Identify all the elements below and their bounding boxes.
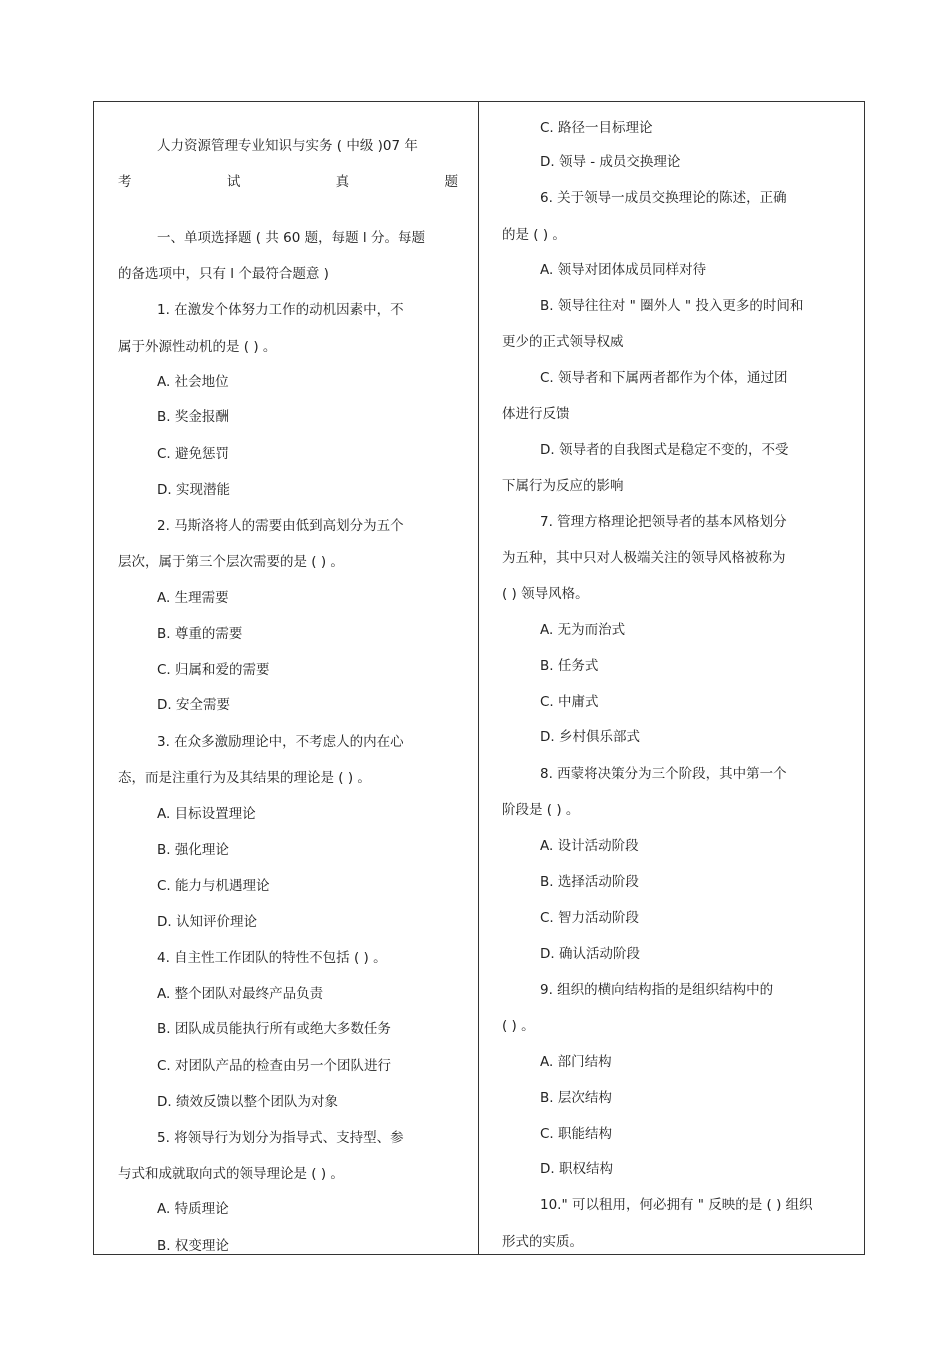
exam-title: 人力资源管理专业知识与实务 ( 中级 )07 年	[157, 138, 418, 154]
option-b: B. 强化理论	[157, 842, 229, 858]
option-b: B. 权变理论	[157, 1238, 229, 1254]
question-2-cont: 层次，属于第三个层次需要的是 ( ) 。	[118, 554, 344, 570]
question-1: 1. 在激发个体努力工作的动机因素中，不	[157, 302, 404, 318]
question-7-cont2: ( ) 领导风格。	[502, 586, 589, 602]
option-a: A. 目标设置理论	[157, 806, 256, 822]
option-c: C. 能力与机遇理论	[157, 878, 270, 894]
question-5: 5. 将领导行为划分为指导式、支持型、参	[157, 1130, 404, 1146]
option-d: D. 认知评价理论	[157, 914, 257, 930]
option-c: C. 智力活动阶段	[540, 910, 640, 926]
option-d: D. 绩效反馈以整个团队为对象	[157, 1094, 338, 1110]
option-d: D. 确认活动阶段	[540, 946, 640, 962]
question-9-cont: ( ) 。	[502, 1018, 535, 1034]
option-d: D. 乡村俱乐部式	[540, 729, 640, 745]
title-char: 题	[444, 174, 458, 190]
question-8: 8. 西蒙将决策分为三个阶段，其中第一个	[540, 766, 787, 782]
question-9: 9. 组织的横向结构指的是组织结构中的	[540, 982, 774, 998]
option-a: A. 设计活动阶段	[540, 838, 639, 854]
option-b: B. 团队成员能执行所有或绝大多数任务	[157, 1021, 391, 1037]
option-b: B. 领导往往对 " 圈外人 " 投入更多的时间和	[540, 298, 804, 314]
title-char: 试	[226, 174, 241, 190]
title-char: 真	[335, 174, 350, 190]
option-a: A. 特质理论	[157, 1201, 229, 1217]
option-d: D. 安全需要	[157, 697, 230, 713]
option-c: C. 避免惩罚	[157, 446, 230, 462]
option-d-cont: 下属行为反应的影响	[502, 478, 624, 494]
question-7: 7. 管理方格理论把领导者的基本风格划分	[540, 514, 787, 530]
question-1-cont: 属于外源性动机的是 ( ) 。	[118, 339, 277, 355]
exam-title-spread	[118, 174, 458, 190]
column-divider	[478, 101, 479, 1255]
question-8-cont: 阶段是 ( ) 。	[502, 802, 580, 818]
option-a: A. 社会地位	[157, 374, 229, 390]
option-c: C. 路径一目标理论	[540, 120, 653, 136]
option-b: B. 尊重的需要	[157, 626, 243, 642]
question-10: 10." 可以租用，何必拥有 " 反映的是 ( ) 组织	[540, 1197, 813, 1213]
section-heading: 一、单项选择题 ( 共 60 题，每题 l 分。每题	[157, 230, 425, 246]
question-3: 3. 在众多激励理论中，不考虑人的内在心	[157, 734, 404, 750]
option-b: B. 层次结构	[540, 1090, 612, 1106]
option-a: A. 生理需要	[157, 590, 229, 606]
option-c-cont: 体进行反馈	[502, 406, 570, 422]
question-2: 2. 马斯洛将人的需要由低到高划分为五个	[157, 518, 404, 534]
question-3-cont: 态，而是注重行为及其结果的理论是 ( ) 。	[118, 770, 371, 786]
section-heading-cont: 的备选项中，只有 l 个最符合题意 )	[118, 266, 329, 282]
question-5-cont: 与式和成就取向式的领导理论是 ( ) 。	[118, 1166, 344, 1182]
option-b: B. 任务式	[540, 658, 599, 674]
question-10-cont: 形式的实质。	[502, 1234, 583, 1250]
option-d: D. 领导者的自我图式是稳定不变的，不受	[540, 442, 789, 458]
option-a: A. 无为而治式	[540, 622, 626, 638]
option-b-cont: 更少的正式领导权威	[502, 334, 624, 350]
option-d: D. 领导 - 成员交换理论	[540, 154, 681, 170]
option-a: A. 整个团队对最终产品负责	[157, 986, 324, 1002]
title-char: 考	[118, 174, 132, 190]
option-c: C. 领导者和下属两者都作为个体，通过团	[540, 370, 788, 386]
option-d: D. 职权结构	[540, 1161, 613, 1177]
option-c: C. 职能结构	[540, 1126, 613, 1142]
option-a: A. 领导对团体成员同样对待	[540, 262, 707, 278]
option-d: D. 实现潜能	[157, 482, 230, 498]
option-c: C. 归属和爱的需要	[157, 662, 270, 678]
question-4: 4. 自主性工作团队的特性不包括 ( ) 。	[157, 950, 387, 966]
question-6: 6. 关于领导一成员交换理论的陈述，正确	[540, 190, 787, 206]
option-c: C. 中庸式	[540, 694, 599, 710]
option-a: A. 部门结构	[540, 1054, 612, 1070]
question-6-cont: 的是 ( ) 。	[502, 227, 566, 243]
option-b: B. 选择活动阶段	[540, 874, 639, 890]
question-7-cont: 为五种，其中只对人极端关注的领导风格被称为	[502, 550, 786, 566]
option-b: B. 奖金报酬	[157, 409, 229, 425]
option-c: C. 对团队产品的检查由另一个团队进行	[157, 1058, 392, 1074]
